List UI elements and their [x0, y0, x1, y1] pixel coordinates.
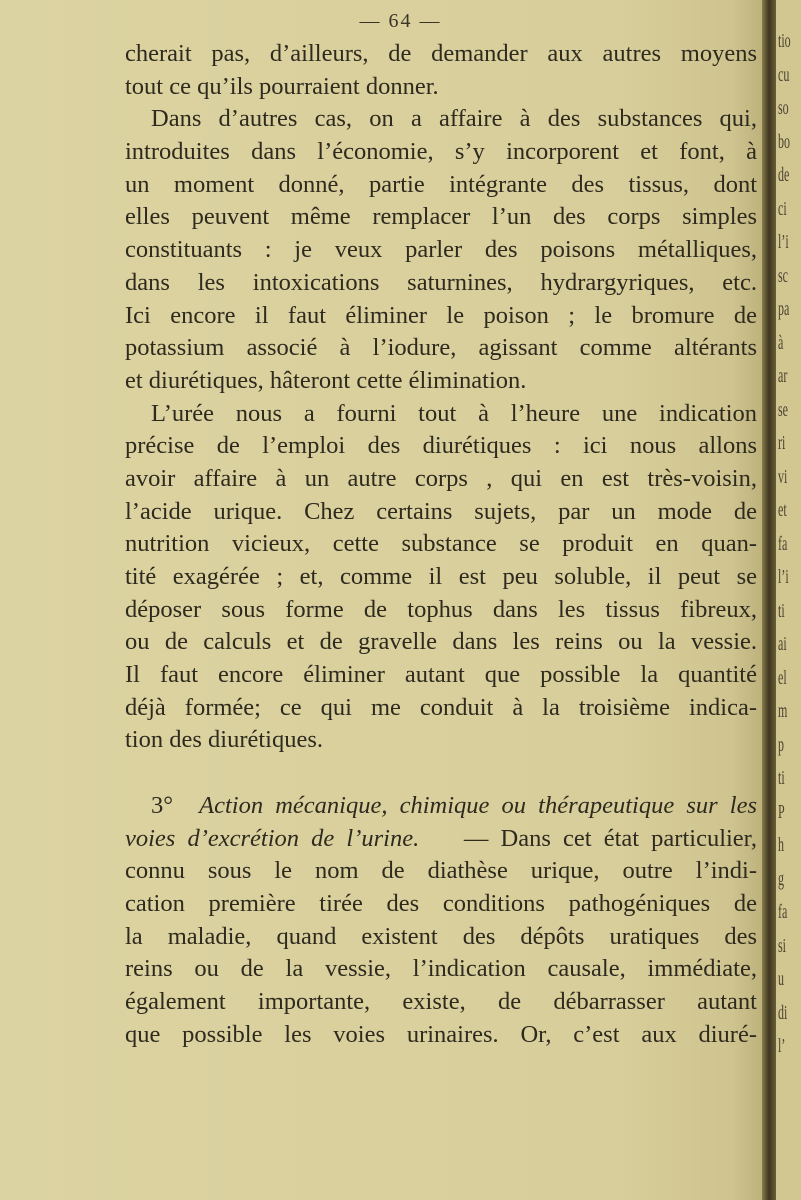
adjacent-page-fragment: so [778, 97, 789, 119]
line-text: reins ou de la vessie, l’indication causale, immédiate, [125, 955, 757, 983]
paragraph-gap [125, 757, 757, 790]
adjacent-page-fragment: di [778, 1001, 788, 1024]
line-text: tout ce qu’ils pourraient donner. [125, 72, 439, 100]
line-text: la maladie, quand existent des dépôts uratiques des [125, 922, 757, 950]
line-text: dans les intoxications saturnines, hydrargyriques, etc. [125, 268, 757, 296]
adjacent-page-fragment: l’i [778, 566, 789, 588]
adjacent-page-fragment: ri [778, 432, 786, 454]
line-text: déjà formée; ce qui me conduit à la troisième indica- [125, 693, 757, 721]
adjacent-page-edge [776, 0, 801, 1200]
line-text: nutrition vicieux, cette substance se produit en quan- [125, 530, 757, 558]
text-line [125, 659, 757, 692]
text-line [125, 38, 757, 71]
line-text: tité exagérée ; et, comme il est peu soluble, il peut se [125, 563, 757, 590]
adjacent-page-fragment: se [778, 398, 789, 421]
line-text: — Dans cet état particulier, [463, 824, 757, 852]
text-line [125, 790, 757, 823]
text-line [125, 234, 757, 267]
adjacent-page-fragment: vi [778, 465, 788, 488]
line-text: potassium associé à l’iodure, agissant comme altérants [125, 334, 757, 362]
adjacent-page-fragment: g [778, 867, 784, 890]
line-text: Il faut encore éliminer autant que possible la quantité [125, 661, 757, 689]
line-text: l’acide urique. Chez certains sujets, par un mode de [125, 497, 757, 525]
text-line [125, 201, 757, 234]
text-line [125, 594, 757, 627]
line-text: précise de l’emploi des diurétiques : ici nous allons [125, 432, 757, 460]
body-text [125, 38, 757, 1051]
text-line [125, 169, 757, 202]
text-line [125, 463, 757, 496]
adjacent-page-fragment: m [778, 700, 788, 722]
text-line [125, 300, 757, 333]
line-text: Ici encore il faut éliminer le poison ; le bromure de [125, 301, 757, 329]
adjacent-page-fragment: pa [778, 298, 790, 320]
adjacent-page-fragment: bo [778, 130, 790, 153]
line-text: Dans d’autres cas, on a affaire à des substances qui, [151, 105, 757, 133]
text-line [125, 823, 757, 856]
line-text: elles peuvent même remplacer l’un des corps simples [125, 203, 757, 231]
text-line [125, 332, 757, 365]
section-heading: voies d’excrétion de l’urine. [125, 824, 420, 852]
text-line [125, 398, 757, 431]
adjacent-page-fragment: ai [778, 633, 787, 655]
line-text: avoir affaire à un autre corps , qui en est très-voisin, [125, 464, 757, 492]
text-line [125, 953, 757, 986]
adjacent-page-fragment: cu [778, 63, 790, 86]
adjacent-page-fragment: P [778, 800, 785, 823]
page-number: — 64 — [359, 10, 442, 32]
text-line [125, 267, 757, 300]
text-line [125, 136, 757, 169]
adjacent-page-fragment: h [778, 834, 784, 856]
line-text: un moment donné, partie intégrante des tissus, dont [125, 170, 757, 198]
adjacent-page-fragment: ar [778, 365, 788, 387]
adjacent-page-fragment: si [778, 934, 787, 957]
line-text: et diurétiques, hâteront cette élimination. [125, 366, 527, 394]
text-line [125, 430, 757, 463]
line-text: introduites dans l’économie, s’y incorporent et font, à [125, 138, 757, 166]
adjacent-page-fragment: u [778, 968, 784, 990]
text-line [125, 103, 757, 136]
line-text: cherait pas, d’ailleurs, de demander aux autres moyens [125, 40, 757, 67]
adjacent-page-fragment: ti [778, 767, 785, 789]
section-number: 3° [151, 791, 174, 819]
adjacent-page-fragment: ci [778, 197, 787, 220]
text-line [125, 561, 757, 594]
text-line [125, 855, 757, 888]
text-line [125, 496, 757, 529]
text-line [125, 1019, 757, 1052]
adjacent-page-fragment: sc [778, 264, 789, 287]
book-gutter [762, 0, 776, 1200]
adjacent-page-fragment: ti [778, 599, 785, 622]
adjacent-page-fragment: et [778, 499, 787, 521]
adjacent-page-fragment: fa [778, 532, 788, 555]
line-text: que possible les voies urinaires. Or, c’est aux diuré- [125, 1020, 757, 1048]
text-line [125, 724, 757, 757]
adjacent-page-fragment: tio [778, 30, 791, 52]
line-text: ou de calculs et de gravelle dans les reins ou la vessie. [125, 628, 757, 656]
text-line [125, 626, 757, 659]
line-text: déposer sous forme de tophus dans les tissus fibreux, [125, 595, 757, 623]
adjacent-page-fragment: el [778, 666, 787, 689]
line-text: connu sous le nom de diathèse urique, outre l’indi- [125, 857, 757, 885]
line-text: tion des diurétiques. [125, 726, 324, 754]
text-line [125, 365, 757, 398]
line-text: L’urée nous a fourni tout à l’heure une indication [151, 399, 757, 427]
text-line [125, 888, 757, 921]
text-line [125, 921, 757, 954]
adjacent-page-fragment: p [778, 733, 784, 756]
text-line [125, 528, 757, 561]
adjacent-page-fragment: de [778, 164, 790, 186]
section-heading: Action mécanique, chimique ou thérapeutique sur les [199, 791, 757, 819]
adjacent-page-fragment: l’i [778, 231, 789, 253]
line-text: constituants : je veux parler des poisons métalliques, [125, 236, 757, 264]
line-text: également importante, existe, de débarrasser autant [125, 987, 757, 1015]
text-line [125, 986, 757, 1019]
line-text: cation première tirée des conditions pathogéniques de [125, 889, 757, 917]
text-line [125, 71, 757, 104]
adjacent-page-fragment: l’ [778, 1035, 786, 1057]
text-line [125, 692, 757, 725]
adjacent-page-fragment: à [778, 331, 784, 354]
adjacent-page-fragment: fa [778, 901, 788, 923]
